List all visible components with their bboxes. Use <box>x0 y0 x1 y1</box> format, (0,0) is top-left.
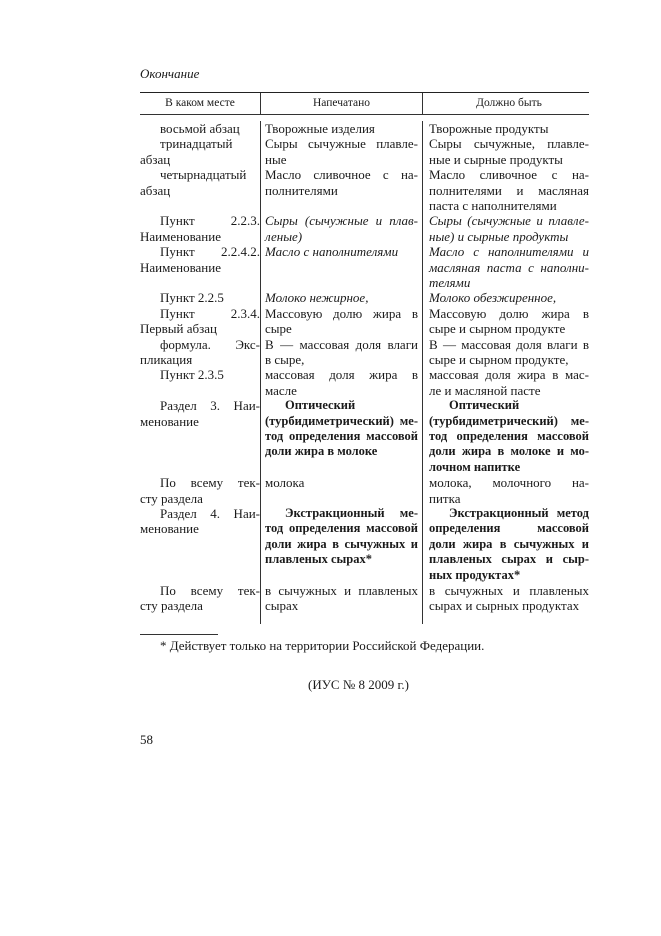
cell-line: доли жира в сычужных и <box>265 536 418 551</box>
table-header <box>140 93 589 115</box>
cell-line: Сыры сычужные, плавле- <box>429 136 589 152</box>
cell-line: восьмой абзац <box>160 121 240 136</box>
cell-line: ные и сырные продукты <box>429 151 563 167</box>
footnote: * Действует только на территории Российской Федерации. <box>160 638 485 653</box>
cell-line: Творожные продукты <box>429 121 549 136</box>
cell-line: Творожные изделия <box>265 121 375 136</box>
cell-line: В — массовая доля влаги в <box>429 336 589 352</box>
cell-place <box>140 167 260 213</box>
cell-line: ные <box>265 151 287 167</box>
cell-line: определения массовой <box>429 521 589 536</box>
cell-place <box>140 244 260 290</box>
cell-line: питка <box>429 490 461 506</box>
cell-printed <box>265 337 418 368</box>
cell-line: формула. Экс- <box>160 336 260 352</box>
cell-printed <box>265 121 418 136</box>
cell-place <box>140 475 260 506</box>
cell-line: сыре и сырном продукте <box>429 321 566 337</box>
column-place <box>140 121 260 624</box>
cell-line: Первый абзац <box>140 321 217 337</box>
cell-line: абзац <box>140 151 171 167</box>
cell-line: пликация <box>140 351 193 367</box>
cell-line: сырах и сырных продуктах <box>429 598 580 614</box>
cell-place <box>140 306 260 337</box>
cell-printed <box>265 167 418 213</box>
cell-line: молока <box>265 475 305 491</box>
cell-line: менование <box>140 413 199 429</box>
cell-line: тод определения массовой <box>265 521 418 536</box>
cell-line: четырнадцатый <box>160 167 247 183</box>
cell-line: плавленых сырах и сыр- <box>429 552 589 567</box>
cell-line: сту раздела <box>140 490 203 506</box>
table-body <box>140 115 589 624</box>
cell-should <box>429 290 589 305</box>
cell-line: доли жира в молоке и мо- <box>429 444 589 459</box>
cell-line: Массовую долю жира в <box>265 305 418 321</box>
header-printed: Напечатано <box>260 93 422 114</box>
cell-line: Оптический <box>285 398 356 413</box>
cell-place <box>140 136 260 167</box>
cell-printed <box>265 398 418 475</box>
corrections-table <box>140 92 589 624</box>
cell-should <box>429 367 589 398</box>
cell-line: Раздел 4. Наи- <box>160 505 260 521</box>
cell-line: лочном напитке <box>429 459 521 474</box>
cell-should <box>429 167 589 213</box>
header-should-be: Должно быть <box>422 93 589 114</box>
cell-line: Пункт 2.3.5 <box>160 367 224 383</box>
cell-line: Масло сливочное с на- <box>429 167 589 183</box>
cell-printed <box>265 306 418 337</box>
cell-line: масле <box>265 382 297 398</box>
cell-place <box>140 506 260 583</box>
cell-place <box>140 337 260 368</box>
cell-line: По всему тек- <box>160 582 260 598</box>
cell-place <box>140 213 260 244</box>
cell-printed <box>265 475 418 506</box>
cell-should <box>429 136 589 167</box>
cell-should <box>429 306 589 337</box>
cell-line: Молоко обезжиренное, <box>429 290 557 306</box>
cell-line: массовая доля жира в <box>265 367 418 383</box>
cell-line: телями <box>429 274 471 290</box>
cell-line: паста с наполнителями <box>429 198 557 213</box>
ius-reference: (ИУС № 8 2009 г.) <box>308 677 409 692</box>
cell-line: Пункт 2.2.3. <box>160 213 260 229</box>
column-should <box>422 121 589 624</box>
cell-line: тринадцатый <box>160 136 233 152</box>
cell-line: ных продуктах* <box>429 567 521 582</box>
cell-line: сыре и сырном продукте, <box>429 351 569 367</box>
cell-line: ле и масляной пасте <box>429 382 541 398</box>
page-number: 58 <box>140 732 153 747</box>
cell-place <box>140 290 260 305</box>
cell-printed <box>265 244 418 290</box>
cell-line: полнителями <box>265 182 338 198</box>
cell-line: Пункт 2.2.4.2. <box>160 244 260 260</box>
cell-place <box>140 367 260 398</box>
cell-line: тод определения массовой <box>429 428 589 443</box>
cell-line: в сычужных и плавленых <box>265 582 418 598</box>
cell-line: Массовую долю жира в <box>429 305 589 321</box>
cell-printed <box>265 136 418 167</box>
cell-line: Масло с наполнителями <box>265 244 399 260</box>
cell-line: леные) <box>265 228 303 244</box>
cell-line: Пункт 2.3.4. <box>160 305 260 321</box>
column-printed <box>260 121 422 624</box>
cell-should <box>429 583 589 614</box>
cell-line: Сыры сычужные плавле- <box>265 136 418 152</box>
cell-line: Экстракционный ме- <box>285 505 418 520</box>
cell-line: Пункт 2.2.5 <box>160 290 224 306</box>
cell-should <box>429 506 589 583</box>
cell-line: в сычужных и плавленых <box>429 582 589 598</box>
cell-line: молока, молочного на- <box>429 475 589 491</box>
cell-line: сыре <box>265 321 292 337</box>
cell-line: тод определения массовой <box>265 428 418 443</box>
cell-should <box>429 337 589 368</box>
cell-line: Масло сливочное с на- <box>265 167 418 183</box>
cell-line: Экстракционный метод <box>449 505 589 520</box>
cell-line: в сыре, <box>265 351 305 367</box>
cell-line: ные) и сырные продукты <box>429 228 569 244</box>
cell-line: плавленых сырах* <box>265 552 372 567</box>
cell-should <box>429 244 589 290</box>
cell-line: сту раздела <box>140 598 203 614</box>
cell-should <box>429 475 589 506</box>
cell-printed <box>265 367 418 398</box>
cell-printed <box>265 213 418 244</box>
cell-line: (турбидиметрический) ме- <box>429 413 589 428</box>
cell-line: Молоко нежирное, <box>265 290 369 306</box>
cell-place <box>140 121 260 136</box>
cell-line: сырах <box>265 598 299 614</box>
table-caption: Окончание <box>140 66 200 81</box>
cell-should <box>429 213 589 244</box>
cell-line: Оптический <box>449 398 520 413</box>
cell-place <box>140 398 260 475</box>
cell-should <box>429 398 589 475</box>
cell-should <box>429 121 589 136</box>
cell-line: Сыры (сычужные и плав- <box>265 213 418 229</box>
header-place: В каком месте <box>165 97 235 109</box>
cell-line: Наименование <box>140 259 221 275</box>
cell-line: менование <box>140 521 199 537</box>
cell-line: масляная паста с наполни- <box>429 259 589 275</box>
cell-printed <box>265 583 418 614</box>
cell-line: абзац <box>140 182 171 198</box>
cell-line: доли жира в сычужных и <box>429 536 589 551</box>
cell-line: массовая доля жира в мас- <box>429 367 589 383</box>
cell-line: Раздел 3. Наи- <box>160 398 260 414</box>
cell-line: Сыры (сычужные и плавле- <box>429 213 589 229</box>
cell-line: (турбидиметрический) ме- <box>265 413 418 428</box>
cell-printed <box>265 506 418 583</box>
cell-line: доли жира в молоке <box>265 444 378 459</box>
cell-line: Наименование <box>140 228 221 244</box>
cell-line: По всему тек- <box>160 475 260 491</box>
cell-place <box>140 583 260 614</box>
cell-line: полнителями и масляная <box>429 182 589 198</box>
cell-printed <box>265 290 418 305</box>
cell-line: В — массовая доля влаги <box>265 336 418 352</box>
cell-line: Масло с наполнителями и <box>429 244 589 260</box>
footnote-rule <box>140 634 218 635</box>
